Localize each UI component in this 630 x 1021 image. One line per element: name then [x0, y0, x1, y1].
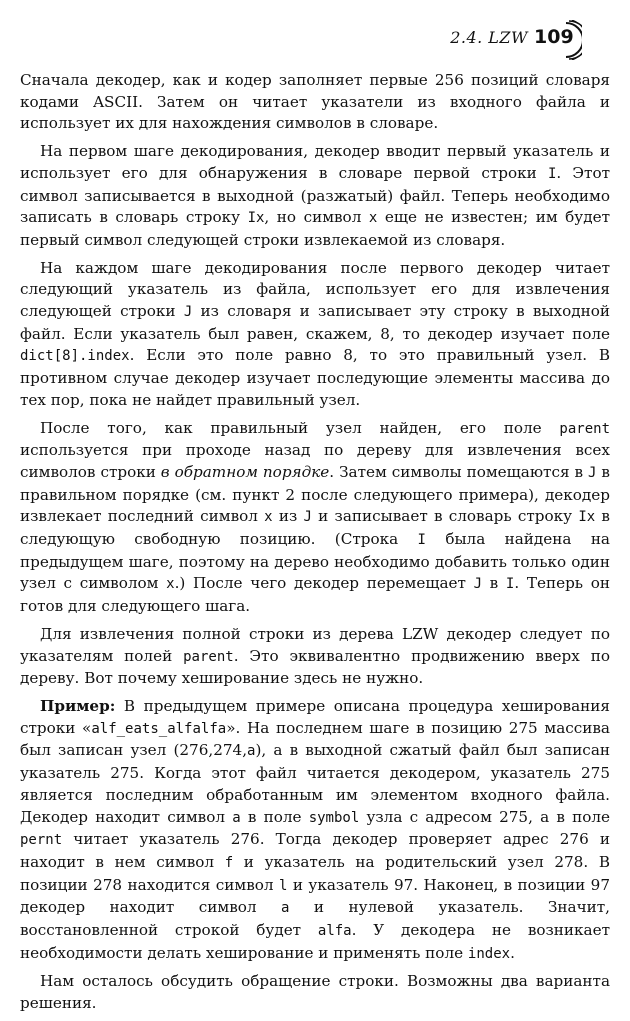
- page-number-badge: [534, 22, 578, 58]
- paragraph-4: После того, как правильный узел найден, его поле parent используется при проходе назад по дереву для извлечения всех символов строки в обратном порядке. Затем символы помещаются в J в правильном порядке (см. пункт 2 после следующего примера), декодер извлекает последний символ x из J и записывает в словарь строку Ix в следующую свободную позицию. (Строка I была найдена на предыдущем шаге, поэтому на дерево необходимо добавить только один узел с символом x.) После чего декодер перемещает J в I. Теперь он готов для следующего шага.: [20, 418, 610, 616]
- page-body: [20, 70, 610, 1021]
- section-title: 2.4. LZW: [450, 28, 528, 47]
- paragraph-2: На первом шаге декодирования, декодер вводит первый указатель и использует его для обнаружения в словаре первой строки I. Этот символ записывается в выходной (разжатый) файл. Теперь необходимо записать в словарь строку Ix, но символ x еще не известен; им будет первый символ следующей строки извлекаемой из словаря.: [20, 142, 610, 249]
- paragraph-7: Нам осталось обсудить обращение строки. Возможны два варианта решения.: [20, 972, 610, 1013]
- page-header: [0, 22, 630, 62]
- paragraph-5: Для извлечения полной строки из дерева LZW декодер следует по указателям полей parent. Это эквивалентно продвижению вверх по дереву. Вот почему хеширование здесь не нужно.: [20, 624, 611, 688]
- paragraph-example: Пример: В предыдущем примере описана процедура хеширования строки «alf_eats_alfalfa». На последнем шаге в позицию 275 массива был записан узел (276,274,a), а в выходной сжатый файл был записан указатель 275. Когда этот файл читается декодером, указатель 275 является последним обработанным им элементом входного файла. Декодер находит символ a в поле symbol узла с адресом 275, а в поле pernt читает указатель 276. Тогда декодер проверяет адрес 276 и находит в нем символ f и указатель на родительский узел 278. В позиции 278 находится символ l и указатель 97. Наконец, в позиции 97 декодер находит символ a и нулевой указатель. Значит, восстановленной строкой будет alfa. У декодера не возникает необходимости делать хеширование и применять поле index.: [20, 696, 611, 962]
- example-label: Пример:: [40, 696, 116, 715]
- paragraph-3: На каждом шаге декодирования после первого декодер читает следующий указатель из файла, использует его для извлечения следующей строки J из словаря и записывает эту строку в выходной файл. Если указатель был равен, скажем, 8, то декодер изучает поле dict[8].index. Если это поле равно 8, то это правильный узел. В противном случае декодер изучает последующие элементы массива до тех пор, пока не найдет правильный узел.: [20, 258, 610, 409]
- page-number: 109: [534, 26, 574, 48]
- paragraph-1: Сначала декодер, как и кодер заполняет первые 256 позиций словаря кодами ASCII. Затем он читает указатели из входного файла и использует их для нахождения символов в словаре.: [20, 71, 610, 133]
- page-arc-icon: [552, 20, 582, 60]
